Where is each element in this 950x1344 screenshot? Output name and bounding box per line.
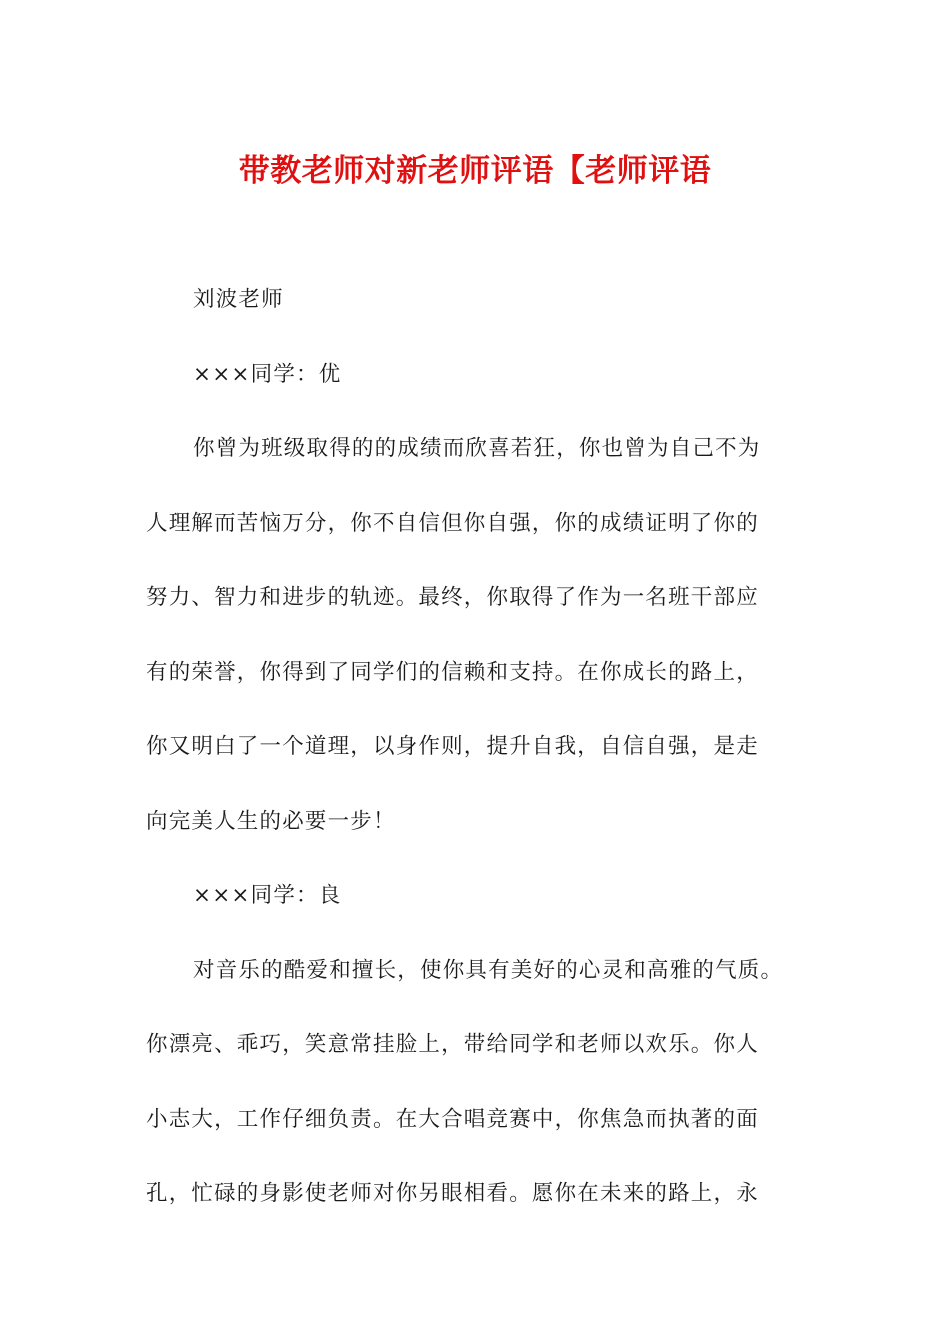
paragraph-line: 你又明白了一个道理，以身作则，提升自我，自信自强，是走 [146,734,759,759]
paragraph-line: 小志大，工作仔细负责。在大合唱竞赛中，你焦急而执著的面 [146,1106,759,1132]
student-grade-heading: ×××同学：优 [193,361,342,387]
document-title: 带教老师对新老师评语【老师评语 [238,153,712,189]
document-body [146,280,806,1249]
student-grade-heading: ×××同学：良 [193,883,342,908]
paragraph-line: 对音乐的酷爱和擅长，使你具有美好的心灵和高雅的气质。 [193,957,784,983]
paragraph-line: 孔，忙碌的身影使老师对你另眼相看。愿你在未来的路上，永 [146,1181,759,1206]
paragraph-line: 向完美人生的必要一步！ [146,808,396,834]
paragraph-line: 有的荣誉，你得到了同学们的信赖和支持。在你成长的路上， [146,659,759,685]
paragraph-line: 努力、智力和进步的轨迹。最终，你取得了作为一名班干部应 [146,585,759,610]
paragraph-line: 你曾为班级取得的的成绩而欣喜若狂，你也曾为自己不为 [193,436,761,461]
paragraph-line: 你漂亮、乖巧，笑意常挂脸上，带给同学和老师以欢乐。你人 [146,1032,759,1057]
paragraph-line: 人理解而苦恼万分，你不自信但你自强，你的成绩证明了你的 [146,510,759,536]
teacher-name-line: 刘波老师 [193,287,284,312]
